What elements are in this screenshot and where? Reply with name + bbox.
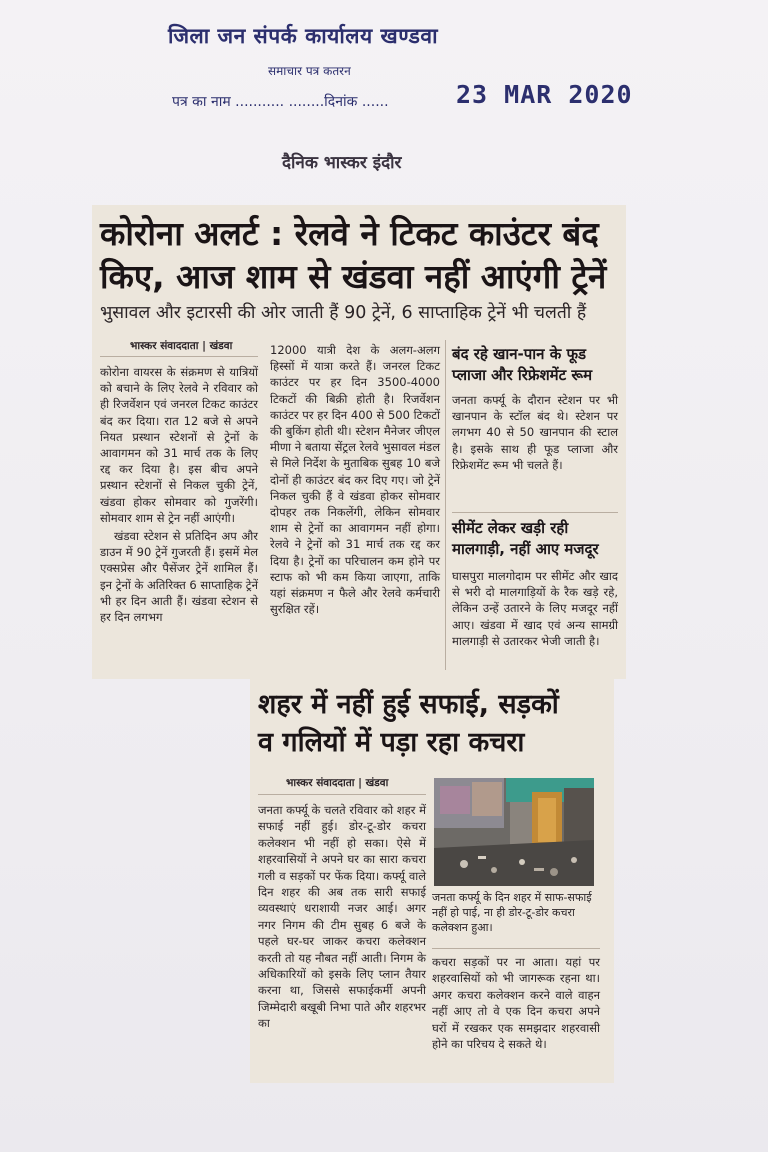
article1-col1-para2: खंडवा स्टेशन से प्रतिदिन अप और डाउन में 90 ट्रेनें गुजरती हैं। इसमें मेल एक्सप्रेस और पैसेंजर ट्रेनें शामिल हैं। इन ट्रेनों के अतिरिक्त 6 साप्ताहिक ट्रेनें भी हर दिन आती हैं। खंडवा स्टेशन से हर दिन लगभग [100, 529, 258, 625]
box2-body: घासपुरा मालगोदाम पर सीमेंट और खाद से भरी दो मालगाड़ियों के रैक खड़े रहे, लेकिन उन्हें उतारने के लिए मजदूर नहीं आए। खंडवा में खाद एवं अन्य सामग्री मालगाड़ी से उतारकर भेजी जाती है। [452, 569, 618, 648]
office-stamp-title: जिला जन संपर्क कार्यालय खण्डवा [168, 24, 439, 48]
box-divider [452, 512, 618, 513]
caption-rule [432, 948, 600, 949]
photo-caption: जनता कर्फ्यू के दिन शहर में साफ-सफाई नहीं हो पाई, ना ही डोर-टू-डोर कचरा कलेक्शन हुआ। [432, 891, 592, 934]
stamp-date: 23 MAR 2020 [456, 80, 633, 109]
article2-headline-line1: शहर में नहीं हुई सफाई, सड़कों [258, 689, 559, 720]
article1-byline: भास्कर संवाददाता | खंडवा [130, 340, 233, 352]
street-garbage-photo [434, 778, 594, 886]
article1-subhead: भुसावल और इटारसी की ओर जाती हैं 90 ट्रेनें, 6 साप्ताहिक ट्रेनें भी चलती हैं [100, 303, 587, 323]
box2-title: सीमेंट लेकर खड़ी रही मालगाड़ी, नहीं आए मजदूर [452, 519, 599, 558]
article2-headline [258, 686, 608, 762]
article2-byline: भास्कर संवाददाता | खंडवा [286, 777, 389, 789]
newspaper-name: दैनिक भास्कर इंदौर [282, 153, 402, 173]
article1-column-1 [100, 364, 258, 627]
article2-byline-rule [258, 794, 426, 795]
byline-rule [100, 356, 258, 357]
article2-column-1: जनता कर्फ्यू के चलते रविवार को शहर में सफाई नहीं हुई। डोर-टू-डोर कचरा कलेक्शन भी नहीं हो सका। ऐसे में शहरवासियों ने अपने घर का सारा कचरा गली व सड़कों पर फेंक दिया। कर्फ्यू वाले दिन शहर की अब तक सारी सफाई व्यवस्थाएं धराशायी नजर आई। अगर नगर निगम की टीम सुबह 6 बजे के पहले घर-घर जाकर कचरा कलेक्शन करती तो यह नौबत नहीं आती। निगम के अधिकारियों को इसके लिए प्लान तैयार करना था, जिससे सफाईकर्मी अपनी जिम्मेदारी बखूबी निभा पाते और शहरभर का [258, 803, 426, 1031]
box1-title: बंद रहे खान-पान के फूड प्लाजा और रिफ्रेशमेंट रूम [452, 345, 593, 384]
article1-headline-line2: किए, आज शाम से खंडवा नहीं आएंगी ट्रेनें [100, 257, 607, 296]
street-garbage-photo-illustration [434, 778, 594, 886]
office-stamp-subtitle: समाचार पत्र कतरन [268, 64, 351, 78]
office-stamp-row: पत्र का नाम ........... ........दिनांक ...... [172, 94, 389, 110]
article1-headline-line1: कोरोना अलर्ट : रेलवे ने टिकट काउंटर बंद [100, 214, 599, 253]
article1-headline [100, 212, 620, 298]
article2-headline-line2: व गलियों में पड़ा रहा कचरा [258, 727, 525, 758]
box1-body: जनता कर्फ्यू के दौरान स्टेशन पर भी खानपान के स्टॉल बंद थे। स्टेशन पर लगभग 40 से 50 खानपान की स्टाल है। इसके साथ ही फूड प्लाजा और रिफ्रेशमेंट रूम भी चलते हैं। [452, 393, 618, 472]
article1-col1-para1: कोरोना वायरस के संक्रमण से यात्रियों को बचाने के लिए रेलवे ने रविवार को ही रिजर्वेशन एवं जनरल टिकट काउंटर बंद कर दिया। रात 12 बजे से अपने नियत प्रस्थान स्टेशनों से ट्रेनों के आवागमन को 31 मार्च तक के लिए रद्द कर दिया है। इस बीच अपने प्रस्थान स्टेशनों से निकल चुकी ट्रेनें, खंडवा होकर सोमवार को गुजरेंगी। सोमवार शाम से ट्रेन नहीं आएंगी। [100, 365, 258, 525]
article2-column-2: कचरा सड़कों पर ना आता। यहां पर शहरवासियों को भी जागरूक रहना था। अगर कचरा कलेक्शन करने वाले वाहन नहीं आए तो वे एक दिन कचरा अपने घरों में रखकर एक समझदार शहरवासी होने का परिचय दे सकते थे। [432, 955, 600, 1052]
article1-column-2: 12000 यात्री देश के अलग-अलग हिस्सों में यात्रा करते हैं। जनरल टिकट काउंटर पर हर दिन 3500-4000 टिकटों की बिक्री होती है। रिजर्वेशन काउंटर पर हर दिन 400 से 500 टिकटों की बुकिंग होती थी। स्टेशन मैनेजर जीएल मीणा ने बताया सेंट्रल रेलवे भुसावल मंडल से मिले निर्देश के मुताबिक सुबह 10 बजे दोनों ही काउंटर बंद कर दिए गए। जो ट्रेनें निकल चुकी हैं वे खंडवा होकर सोमवार दोपहर तक निकलेंगी, लेकिन सोमवार शाम से ट्रेनों का आवागमन नहीं होगा। रेलवे ने ट्रेनों को 31 मार्च तक रद्द कर दिया है। ट्रेनों का परिचालन कम होने पर स्टाफ को भी कम किया जाएगा, ताकि यहां संक्रमण न फैले और रेलवे कर्मचारी सुरक्षित रहें। [270, 343, 440, 617]
column-divider [445, 340, 446, 670]
